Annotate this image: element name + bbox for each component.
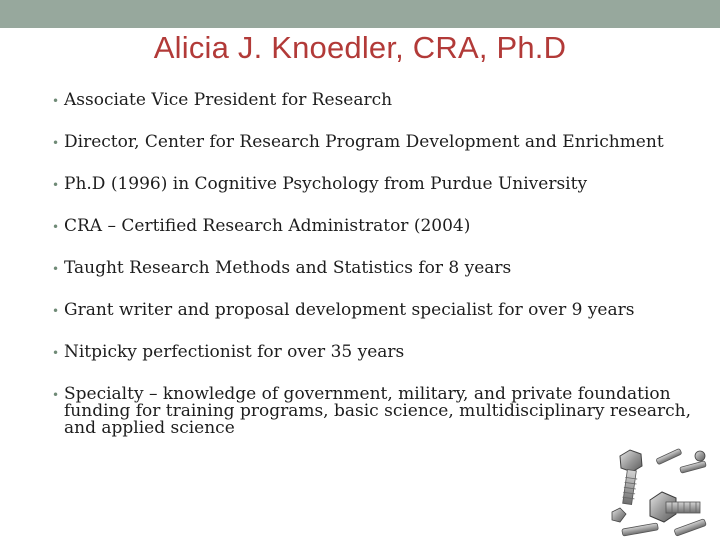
bullet-text: Taught Research Methods and Statistics for 8 years <box>64 258 512 278</box>
bullet-text: Director, Center for Research Program Development and Enrichment <box>64 132 664 152</box>
bullet-dot-icon: • <box>52 94 60 108</box>
bullet-text: CRA – Certified Research Administrator (2004) <box>64 216 471 236</box>
hex-nut-icon <box>650 492 700 522</box>
bullet-dot-icon: • <box>52 220 60 234</box>
bullet-dot-icon: • <box>52 304 60 318</box>
screw-icon <box>656 448 706 473</box>
bullet-text: Specialty – knowledge of government, military, and private foundation funding for training programs, basic science, multidisciplinary research, and applied science <box>64 384 692 438</box>
bullet-item <box>52 386 692 437</box>
hex-bolt-icon <box>620 450 642 505</box>
bullet-dot-icon: • <box>52 346 60 360</box>
bullet-item <box>52 92 692 109</box>
bullet-list <box>52 92 692 462</box>
bullet-dot-icon: • <box>52 136 60 150</box>
bullet-text: Grant writer and proposal development specialist for over 9 years <box>64 300 635 320</box>
bullet-item <box>52 176 692 193</box>
bullet-dot-icon: • <box>52 262 60 276</box>
bullet-text: Nitpicky perfectionist for over 35 years <box>64 342 405 362</box>
bullet-item <box>52 134 692 151</box>
bullet-dot-icon: • <box>52 178 60 192</box>
slide-title: Alicia J. Knoedler, CRA, Ph.D <box>153 30 567 65</box>
bullet-dot-icon: • <box>52 388 60 402</box>
bullet-text: Ph.D (1996) in Cognitive Psychology from Purdue University <box>64 174 588 194</box>
bullet-item <box>52 344 692 361</box>
bullet-item <box>52 260 692 277</box>
bolts-and-screws-image <box>608 442 720 540</box>
bullet-text: Associate Vice President for Research <box>64 90 393 110</box>
top-accent-band <box>0 0 720 28</box>
bullet-item <box>52 218 692 235</box>
bullet-item <box>52 302 692 319</box>
